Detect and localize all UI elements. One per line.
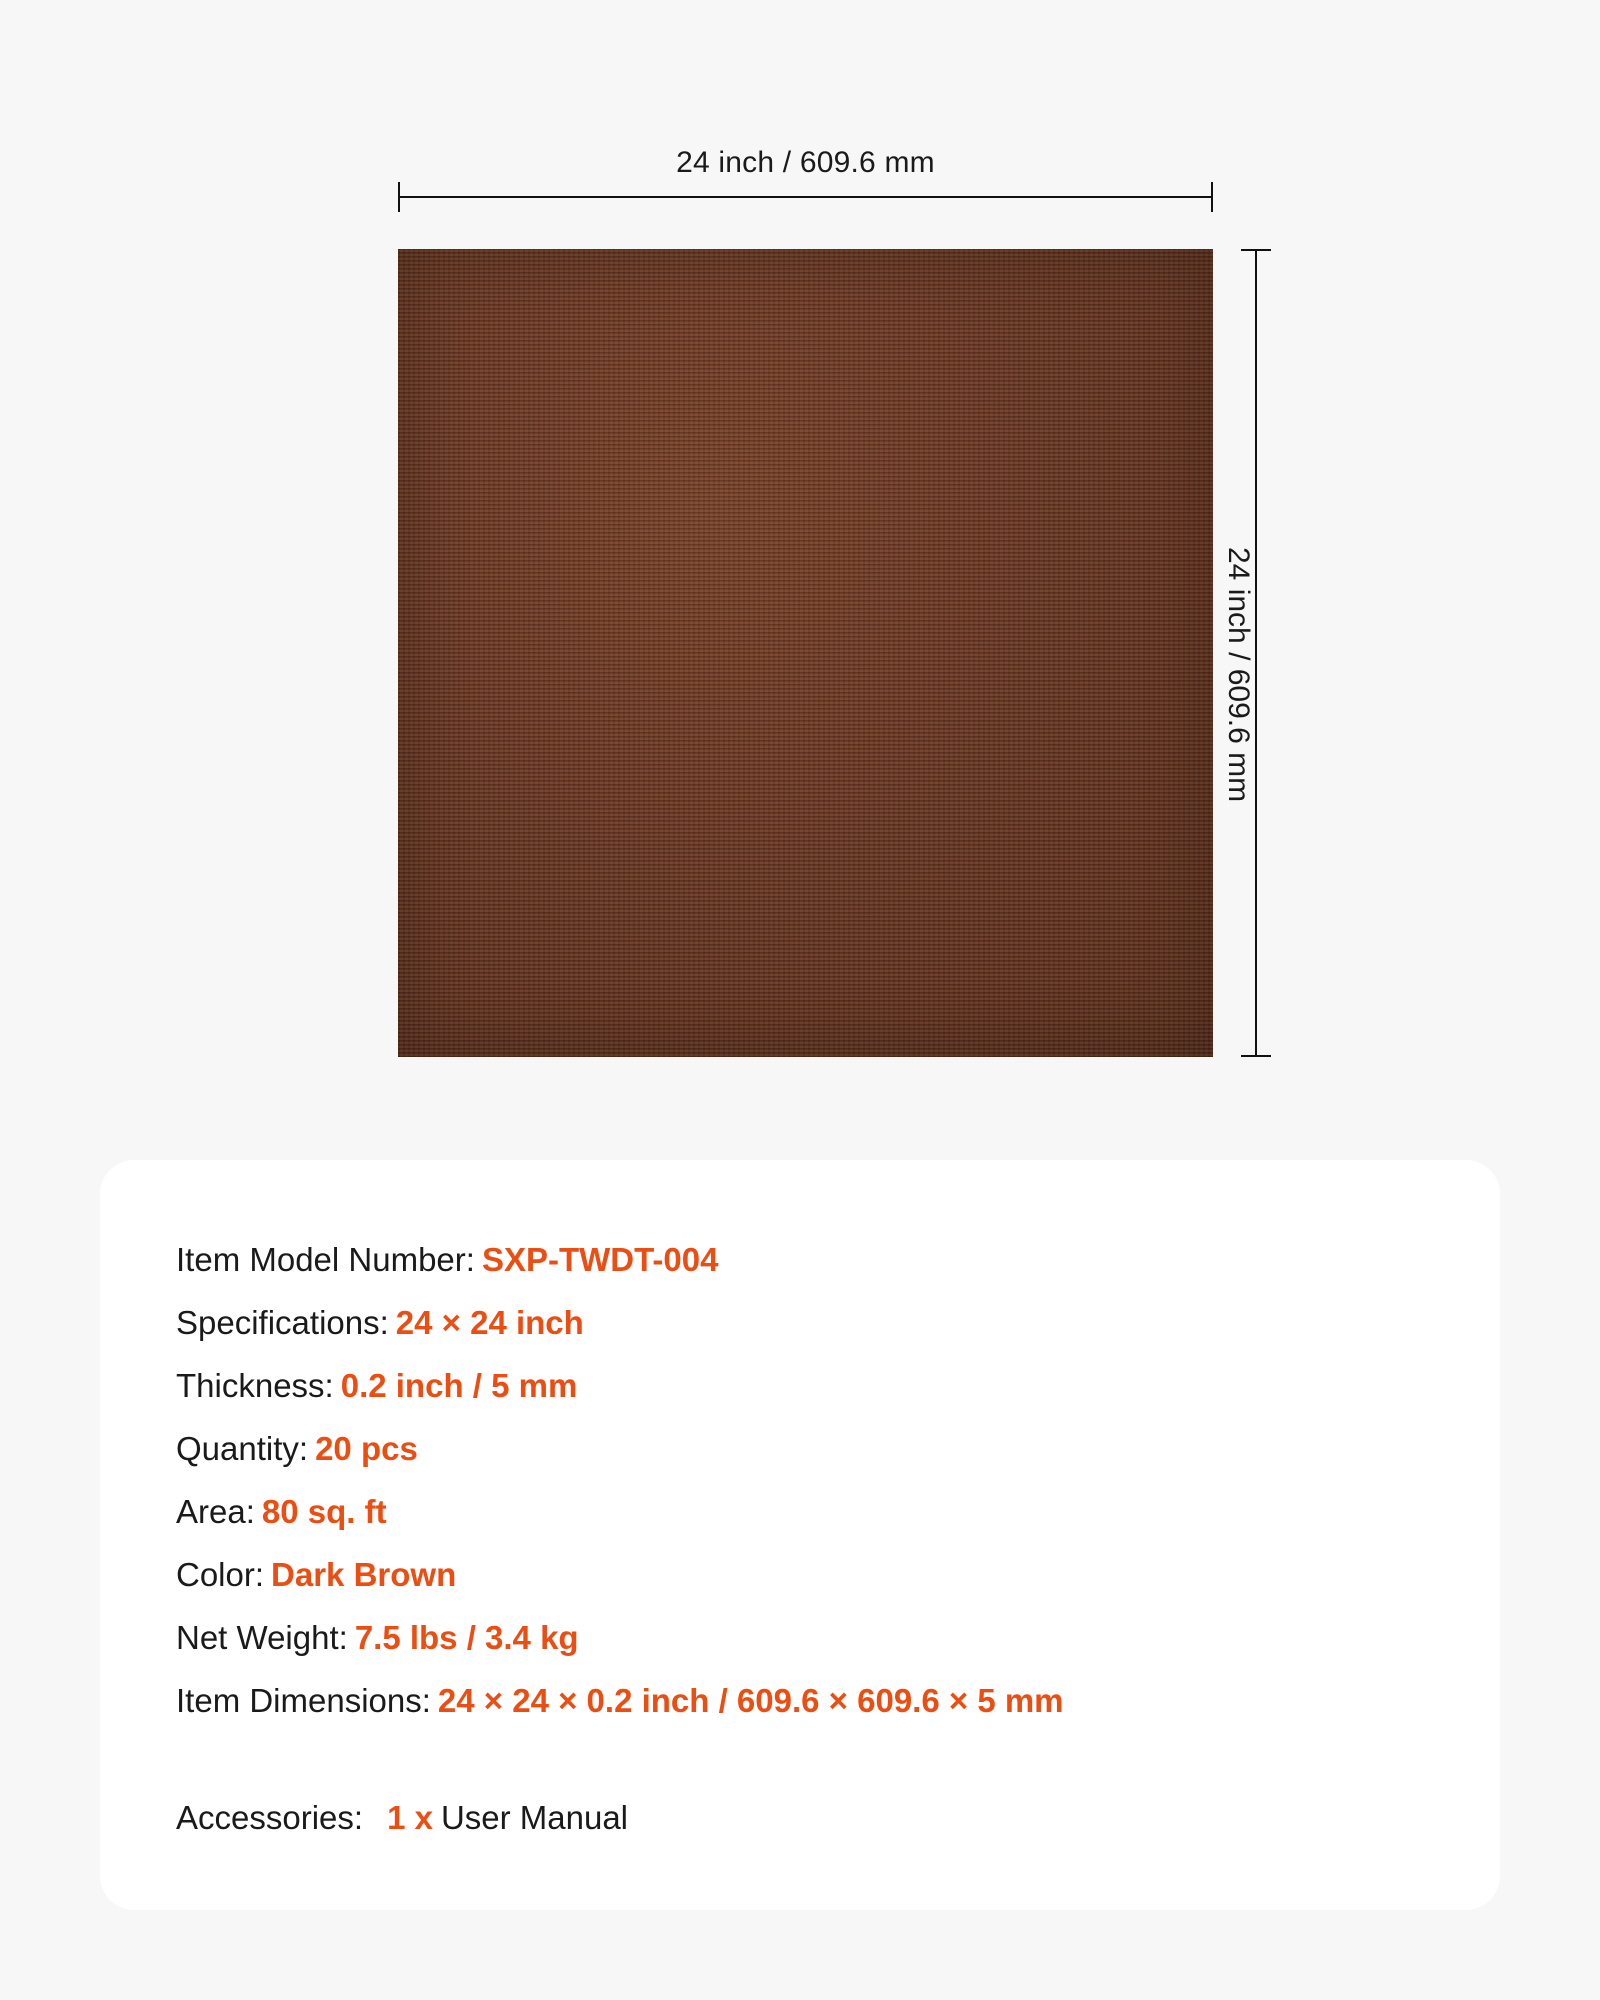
right-dimension-label-text: 24 inch / 609.6 mm <box>1222 547 1255 803</box>
spec-label: Specifications: <box>176 1304 389 1341</box>
spec-value: 0.2 inch / 5 mm <box>340 1367 578 1404</box>
spec-value: 80 sq. ft <box>261 1493 387 1530</box>
right-dimension-cap-top <box>1241 249 1271 251</box>
spec-label: Quantity: <box>176 1430 309 1467</box>
specification-card <box>100 1160 1500 1910</box>
right-dimension-line <box>1255 249 1257 1057</box>
accessories-label: Accessories: <box>176 1799 364 1836</box>
spec-row-area <box>176 1480 1500 1543</box>
spec-row-net-weight <box>176 1606 1500 1669</box>
spec-row-quantity <box>176 1417 1500 1480</box>
spec-value: Dark Brown <box>271 1556 457 1593</box>
accessories-count: 1 x <box>387 1799 433 1836</box>
top-dimension-line <box>398 196 1213 198</box>
top-dimension-cap-right <box>1211 182 1213 212</box>
specification-list <box>176 1228 1500 1732</box>
spec-row-specifications <box>176 1291 1500 1354</box>
spec-value: 24 × 24 × 0.2 inch / 609.6 × 609.6 × 5 mm <box>437 1682 1064 1719</box>
spec-label: Net Weight: <box>176 1619 348 1656</box>
spec-row-color <box>176 1543 1500 1606</box>
spec-row-item-dimensions <box>176 1669 1500 1732</box>
spec-value: 20 pcs <box>315 1430 418 1467</box>
spec-label: Area: <box>176 1493 255 1530</box>
spec-label: Item Dimensions: <box>176 1682 431 1719</box>
spec-label: Thickness: <box>176 1367 334 1404</box>
top-dimension-cap-left <box>398 182 400 212</box>
spec-value: 7.5 lbs / 3.4 kg <box>354 1619 579 1656</box>
spec-value: 24 × 24 inch <box>395 1304 584 1341</box>
product-image-carpet-tile <box>398 249 1213 1057</box>
spec-value: SXP-TWDT-004 <box>481 1241 719 1278</box>
spec-row-item-model-number <box>176 1228 1500 1291</box>
accessories-row <box>176 1794 1500 1842</box>
accessories-item-name: User Manual <box>440 1799 629 1836</box>
spec-row-thickness <box>176 1354 1500 1417</box>
top-dimension-label: 24 inch / 609.6 mm <box>676 146 935 179</box>
spec-label: Item Model Number: <box>176 1241 475 1278</box>
spec-label: Color: <box>176 1556 265 1593</box>
